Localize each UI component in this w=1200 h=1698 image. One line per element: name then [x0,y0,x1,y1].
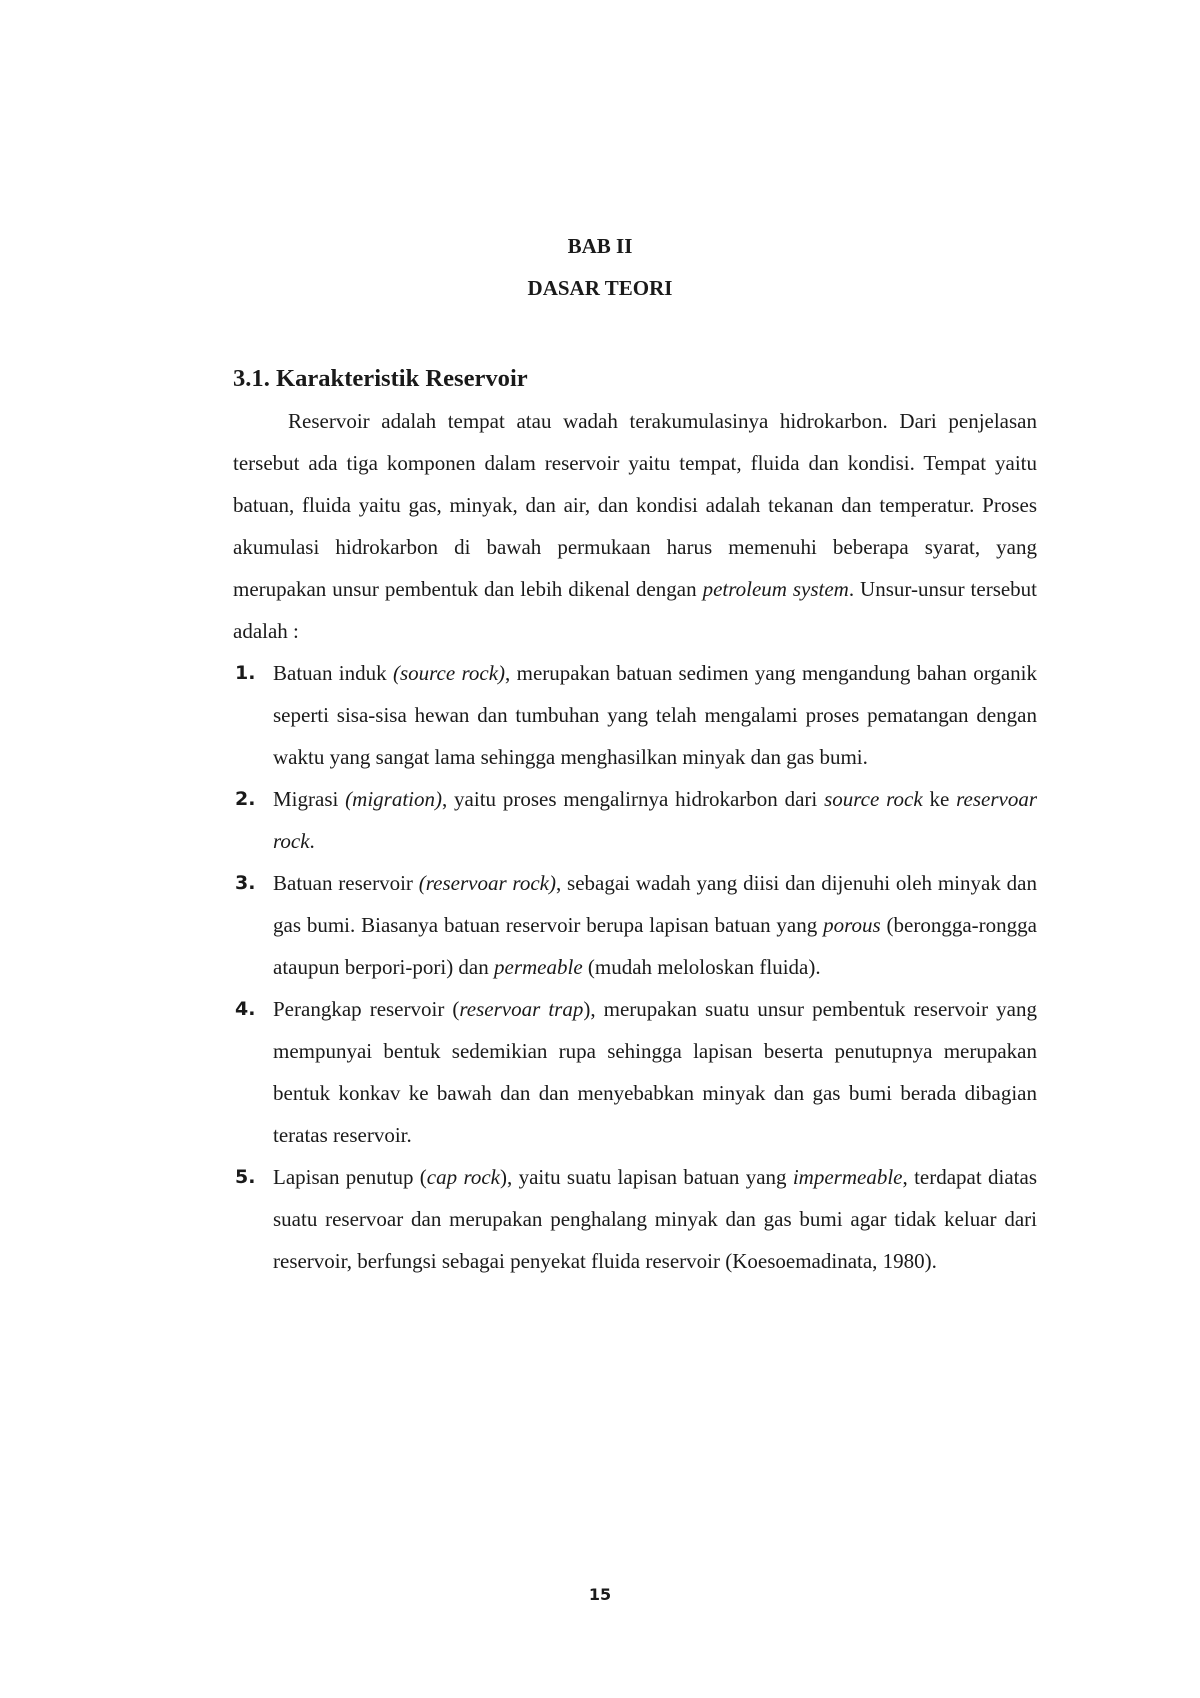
item-term: porous [823,913,881,937]
item-number: 3. [235,872,256,894]
list-item-reservoir-trap [233,988,1037,1156]
item-term: reservoar rock [273,787,1037,853]
intro-text-end: . Unsur-unsur tersebut adalah : [233,577,1038,643]
item-text: Batuan reservoir [273,871,419,895]
item-text: , merupakan batuan sedimen yang mengandung bahan organik seperti sisa-sisa hewan dan tumbuhan yang telah mengalami proses pematangan dengan waktu yang sangat lama sehingga menghasilkan minyak dan gas bumi. [273,661,1037,769]
item-term: impermeable [792,1165,903,1189]
chapter-number: BAB II [567,234,633,258]
item-term: (migration) [345,787,442,811]
item-text: (berongga-rongga ataupun berpori-pori) dan [273,913,1037,979]
item-number: 5. [235,1166,256,1188]
item-text: , sebagai wadah yang diisi dan dijenuhi oleh minyak dan gas bumi. Biasanya batuan reservoir berupa lapisan batuan yang [273,871,1037,937]
list-item-migration [233,778,1037,862]
list-item-cap-rock [233,1156,1037,1282]
item-text: . [309,829,315,853]
intro-paragraph [233,400,1037,652]
item-number: 1. [235,662,256,684]
item-text: ), yaitu suatu lapisan batuan yang [500,1165,793,1189]
item-text: Batuan induk [273,661,393,685]
list-item-reservoir-rock [233,862,1037,988]
item-text: ke [922,787,957,811]
item-text: Migrasi [273,787,346,811]
item-number: 2. [235,788,256,810]
item-text: Perangkap reservoir ( [273,997,460,1021]
item-text: (mudah meloloskan fluida). [582,955,821,979]
item-term: permeable [494,955,583,979]
item-term: cap rock [426,1165,500,1189]
item-term: source rock [824,787,923,811]
intro-term: petroleum system [702,577,849,601]
section-content [233,358,1037,1282]
item-text: ), merupakan suatu unsur pembentuk reservoir yang mempunyai bentuk sedemikian rupa sehingga lapisan beserta penutupnya merupakan bentuk konkav ke bawah dan dan menyebabkan minyak dan gas bumi berada dibagian teratas reservoir. [273,997,1037,1147]
item-term: (reservoar rock) [418,871,556,895]
chapter-title: DASAR TEORI [527,276,673,300]
item-text: , terdapat diatas suatu reservoar dan merupakan penghalang minyak dan gas bumi agar tidak keluar dari reservoir, berfungsi sebagai penyekat fluida reservoir (Koesoemadinata, 1980). [273,1165,1038,1273]
item-text: , yaitu proses mengalirnya hidrokarbon dari [441,787,825,811]
item-term: reservoar trap [459,997,584,1021]
list-item-source-rock [233,652,1037,778]
item-term: (source rock) [392,661,506,685]
item-text: Lapisan penutup ( [273,1165,427,1189]
intro-text: Reservoir adalah tempat atau wadah terakumulasinya hidrokarbon. Dari penjelasan tersebut ada tiga komponen dalam reservoir yaitu tempat, fluida dan kondisi. Tempat yaitu batuan, fluida yaitu gas, minyak, dan air, dan kondisi adalah tekanan dan temperatur. Proses akumulasi hidrokarbon di bawah permukaan harus memenuhi beberapa syarat, yang merupakan unsur pembentuk dan lebih dikenal dengan [233,409,1037,601]
elements-list [233,652,1037,1282]
section-heading: 3.1. Karakteristik Reservoir [233,365,528,392]
item-number: 4. [235,998,256,1020]
page-number: 15 [588,1585,612,1604]
